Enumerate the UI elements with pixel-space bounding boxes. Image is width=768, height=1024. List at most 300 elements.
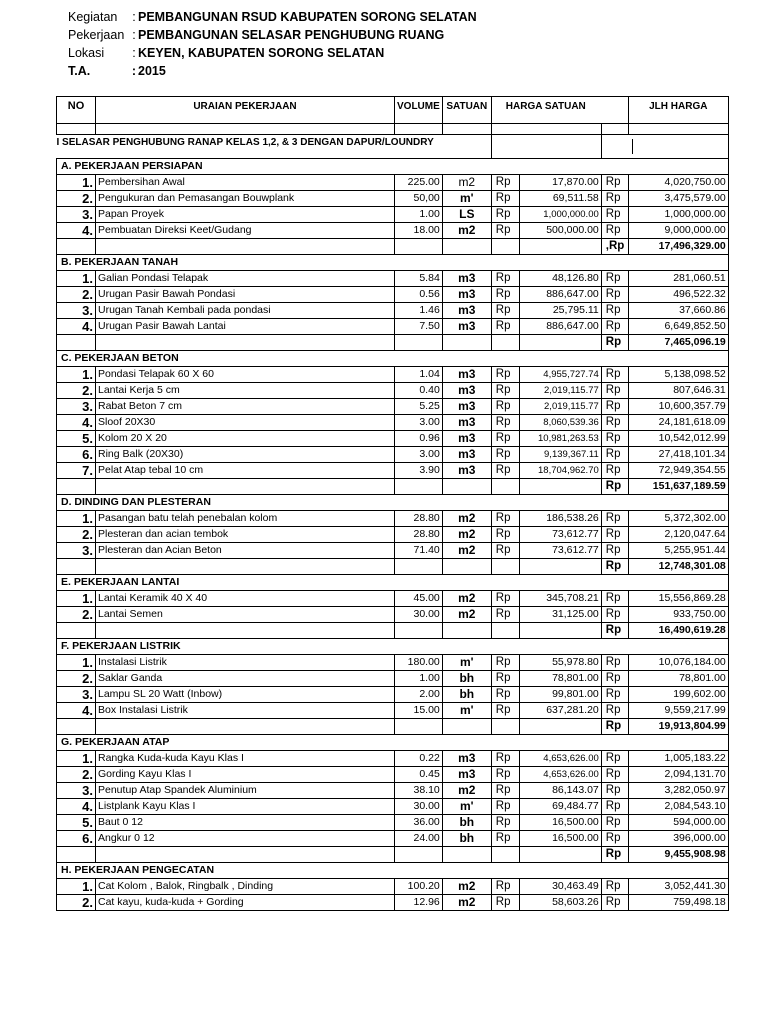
currency-label: Rp <box>491 223 519 239</box>
header-kegiatan <box>68 10 477 24</box>
item-unit: m3 <box>442 383 491 399</box>
table-row <box>57 687 729 703</box>
currency-label: Rp <box>491 367 519 383</box>
item-description: Saklar Ganda <box>96 671 395 687</box>
item-total-price: 3,475,579.00 <box>628 191 728 207</box>
item-volume: 7.50 <box>395 319 443 335</box>
item-total-price: 27,418,101.34 <box>628 447 728 463</box>
subtotal-currency: Rp <box>601 335 628 351</box>
item-description: Pengukuran dan Pemasangan Bouwplank <box>96 191 395 207</box>
item-number: 3. <box>57 303 96 319</box>
currency-label: Rp <box>601 319 628 335</box>
table-row <box>57 703 729 719</box>
item-total-price: 933,750.00 <box>628 607 728 623</box>
item-unit-price: 99,801.00 <box>519 687 601 703</box>
item-total-price: 594,000.00 <box>628 815 728 831</box>
item-unit-price: 31,125.00 <box>519 607 601 623</box>
currency-label: Rp <box>601 447 628 463</box>
item-number: 1. <box>57 655 96 671</box>
item-volume: 0.22 <box>395 751 443 767</box>
item-number: 1. <box>57 367 96 383</box>
colon: : <box>132 46 136 60</box>
item-volume: 0.40 <box>395 383 443 399</box>
currency-label: Rp <box>601 303 628 319</box>
item-unit: m2 <box>442 223 491 239</box>
currency-label: Rp <box>601 879 628 895</box>
header-pekerjaan <box>68 28 444 42</box>
colon: : <box>131 64 137 78</box>
item-unit: m3 <box>442 287 491 303</box>
table-row <box>57 655 729 671</box>
item-unit-price: 25,795.11 <box>519 303 601 319</box>
subtotal-currency: Rp <box>601 847 628 863</box>
item-description: Lampu SL 20 Watt (Inbow) <box>96 687 395 703</box>
item-number: 2. <box>57 895 96 911</box>
item-total-price: 5,255,951.44 <box>628 543 728 559</box>
currency-label: Rp <box>601 287 628 303</box>
subtotal-value: 12,748,301.08 <box>628 559 728 575</box>
currency-label: Rp <box>601 607 628 623</box>
item-unit-price: 886,647.00 <box>519 287 601 303</box>
item-total-price: 10,076,184.00 <box>628 655 728 671</box>
section-title-row <box>57 639 729 655</box>
item-description: Papan Proyek <box>96 207 395 223</box>
item-description: Gording Kayu Klas I <box>96 767 395 783</box>
item-description: Cat kayu, kuda-kuda + Gording <box>96 895 395 911</box>
item-unit-price: 9,139,367.11 <box>519 447 601 463</box>
item-unit-price: 58,603.26 <box>519 895 601 911</box>
currency-label: Rp <box>491 815 519 831</box>
currency-label: Rp <box>601 271 628 287</box>
item-total-price: 3,052,441.30 <box>628 879 728 895</box>
section-title: F. PEKERJAAN LISTRIK <box>57 639 729 655</box>
table-row <box>57 319 729 335</box>
item-unit-price: 86,143.07 <box>519 783 601 799</box>
section-title: D. DINDING DAN PLESTERAN <box>57 495 729 511</box>
item-number: 4. <box>57 223 96 239</box>
table-row <box>57 447 729 463</box>
currency-label: Rp <box>491 191 519 207</box>
item-total-price: 10,600,357.79 <box>628 399 728 415</box>
lokasi-label: Lokasi <box>68 46 105 60</box>
currency-label: Rp <box>491 703 519 719</box>
item-total-price: 281,060.51 <box>628 271 728 287</box>
item-volume: 0.45 <box>395 767 443 783</box>
item-number: 1. <box>57 271 96 287</box>
item-volume: 100.20 <box>395 879 443 895</box>
currency-label: Rp <box>491 543 519 559</box>
item-number: 3. <box>57 207 96 223</box>
item-unit-price: 4,653,626.00 <box>519 751 601 767</box>
colon: : <box>132 10 136 24</box>
table-row <box>57 399 729 415</box>
col-volume: VOLUME <box>395 97 443 124</box>
section-title-row <box>57 159 729 175</box>
table-row <box>57 287 729 303</box>
item-total-price: 759,498.18 <box>628 895 728 911</box>
item-number: 5. <box>57 431 96 447</box>
section-title-row <box>57 735 729 751</box>
item-unit: m3 <box>442 415 491 431</box>
header-lokasi <box>68 46 384 60</box>
item-unit-price: 69,511.58 <box>519 191 601 207</box>
item-description: Lantai Semen <box>96 607 395 623</box>
item-description: Lantai Keramik 40 X 40 <box>96 591 395 607</box>
item-volume: 1.00 <box>395 207 443 223</box>
item-volume: 30.00 <box>395 799 443 815</box>
colon: : <box>132 28 136 42</box>
currency-label: Rp <box>601 783 628 799</box>
item-volume: 0.96 <box>395 431 443 447</box>
table-row <box>57 783 729 799</box>
table-row <box>57 511 729 527</box>
currency-label: Rp <box>601 527 628 543</box>
blank-row <box>57 124 729 135</box>
item-volume: 225.00 <box>395 175 443 191</box>
section-title-row <box>57 255 729 271</box>
currency-label: Rp <box>601 799 628 815</box>
currency-label: Rp <box>601 415 628 431</box>
item-total-price: 2,094,131.70 <box>628 767 728 783</box>
item-unit: m2 <box>442 175 491 191</box>
item-unit-price: 18,704,962.70 <box>519 463 601 479</box>
table-row <box>57 223 729 239</box>
currency-label: Rp <box>491 527 519 543</box>
currency-label: Rp <box>491 687 519 703</box>
currency-label: Rp <box>601 687 628 703</box>
item-number: 2. <box>57 527 96 543</box>
currency-label: Rp <box>601 815 628 831</box>
table-row <box>57 271 729 287</box>
item-unit-price: 345,708.21 <box>519 591 601 607</box>
col-no: NO <box>57 97 96 124</box>
item-number: 2. <box>57 383 96 399</box>
subtotal-value: 19,913,804.99 <box>628 719 728 735</box>
item-unit-price: 73,612.77 <box>519 527 601 543</box>
item-unit: bh <box>442 831 491 847</box>
item-volume: 1.04 <box>395 367 443 383</box>
item-number: 6. <box>57 831 96 847</box>
item-description: Pondasi Telapak 60 X 60 <box>96 367 395 383</box>
table-row <box>57 671 729 687</box>
item-total-price: 199,602.00 <box>628 687 728 703</box>
item-number: 5. <box>57 815 96 831</box>
currency-label: Rp <box>491 415 519 431</box>
item-unit: m2 <box>442 511 491 527</box>
item-total-price: 496,522.32 <box>628 287 728 303</box>
item-total-price: 5,372,302.00 <box>628 511 728 527</box>
item-volume: 38.10 <box>395 783 443 799</box>
table-row <box>57 815 729 831</box>
item-unit: m3 <box>442 431 491 447</box>
col-uraian: URAIAN PEKERJAAN <box>96 97 395 124</box>
item-description: Pembuatan Direksi Keet/Gudang <box>96 223 395 239</box>
item-description: Ring Balk (20X30) <box>96 447 395 463</box>
column-header-row <box>57 97 729 124</box>
currency-label: Rp <box>491 303 519 319</box>
item-unit: m3 <box>442 463 491 479</box>
item-description: Pelat Atap tebal 10 cm <box>96 463 395 479</box>
item-number: 1. <box>57 591 96 607</box>
item-unit: m3 <box>442 767 491 783</box>
item-total-price: 78,801.00 <box>628 671 728 687</box>
table-row <box>57 415 729 431</box>
item-unit: m' <box>442 703 491 719</box>
col-harga: HARGA SATUAN <box>491 97 628 124</box>
table-row <box>57 367 729 383</box>
table-row <box>57 191 729 207</box>
currency-label: Rp <box>491 655 519 671</box>
table-row <box>57 207 729 223</box>
item-unit-price: 16,500.00 <box>519 815 601 831</box>
item-unit: m3 <box>442 319 491 335</box>
currency-label: Rp <box>601 191 628 207</box>
item-total-price: 2,084,543.10 <box>628 799 728 815</box>
currency-label: Rp <box>491 799 519 815</box>
item-description: Listplank Kayu Klas I <box>96 799 395 815</box>
item-number: 2. <box>57 607 96 623</box>
item-unit: m3 <box>442 751 491 767</box>
col-satuan: SATUAN <box>442 97 491 124</box>
item-unit-price: 4,955,727.74 <box>519 367 601 383</box>
item-volume: 50,00 <box>395 191 443 207</box>
item-unit: m2 <box>442 543 491 559</box>
item-description: Rangka Kuda-kuda Kayu Klas I <box>96 751 395 767</box>
item-number: 4. <box>57 703 96 719</box>
section-title-row <box>57 863 729 879</box>
section-subtotal-row <box>57 239 729 255</box>
item-description: Box Instalasi Listrik <box>96 703 395 719</box>
section-title: A. PEKERJAAN PERSIAPAN <box>57 159 729 175</box>
item-number: 4. <box>57 319 96 335</box>
table-row <box>57 895 729 911</box>
currency-label: Rp <box>491 287 519 303</box>
subtotal-value: 17,496,329.00 <box>628 239 728 255</box>
currency-label: Rp <box>491 447 519 463</box>
item-total-price: 2,120,047.64 <box>628 527 728 543</box>
item-unit: m2 <box>442 591 491 607</box>
item-unit-price: 55,978.80 <box>519 655 601 671</box>
item-description: Pasangan batu telah penebalan kolom <box>96 511 395 527</box>
ta-label: T.A. <box>68 64 91 78</box>
item-number: 3. <box>57 687 96 703</box>
table-row <box>57 799 729 815</box>
item-unit-price: 1,000,000.00 <box>519 207 601 223</box>
item-number: 7. <box>57 463 96 479</box>
currency-label: Rp <box>491 671 519 687</box>
item-number: 2. <box>57 671 96 687</box>
item-total-price: 1,000,000.00 <box>628 207 728 223</box>
item-unit-price: 10,981,263.53 <box>519 431 601 447</box>
item-unit: m2 <box>442 879 491 895</box>
currency-label: Rp <box>491 463 519 479</box>
currency-label: Rp <box>601 767 628 783</box>
item-unit-price: 73,612.77 <box>519 543 601 559</box>
table-row <box>57 879 729 895</box>
item-unit-price: 8,060,539.36 <box>519 415 601 431</box>
item-total-price: 24,181,618.09 <box>628 415 728 431</box>
item-number: 3. <box>57 543 96 559</box>
col-jlh: JLH HARGA <box>628 97 728 124</box>
subtotal-value: 151,637,189.59 <box>628 479 728 495</box>
item-total-price: 37,660.86 <box>628 303 728 319</box>
currency-label: Rp <box>601 591 628 607</box>
currency-label: Rp <box>601 431 628 447</box>
section-subtotal-row <box>57 479 729 495</box>
currency-label: Rp <box>491 399 519 415</box>
item-description: Urugan Tanah Kembali pada pondasi <box>96 303 395 319</box>
item-unit: m3 <box>442 303 491 319</box>
item-description: Plesteran dan Acian Beton <box>96 543 395 559</box>
item-unit-price: 2,019,115.77 <box>519 383 601 399</box>
subtotal-currency: Rp <box>601 623 628 639</box>
currency-label: Rp <box>491 783 519 799</box>
section-title: G. PEKERJAAN ATAP <box>57 735 729 751</box>
item-description: Urugan Pasir Bawah Lantai <box>96 319 395 335</box>
currency-label: Rp <box>491 895 519 911</box>
item-unit-price: 48,126.80 <box>519 271 601 287</box>
item-unit: m2 <box>442 527 491 543</box>
item-description: Galian Pondasi Telapak <box>96 271 395 287</box>
item-total-price: 15,556,869.28 <box>628 591 728 607</box>
currency-label: Rp <box>601 751 628 767</box>
item-number: 1. <box>57 175 96 191</box>
item-volume: 18.00 <box>395 223 443 239</box>
currency-label: Rp <box>601 175 628 191</box>
item-description: Cat Kolom , Balok, Ringbalk , Dinding <box>96 879 395 895</box>
table-row <box>57 591 729 607</box>
item-number: 1. <box>57 879 96 895</box>
currency-label: Rp <box>491 831 519 847</box>
currency-label: Rp <box>491 591 519 607</box>
item-total-price: 6,649,852.50 <box>628 319 728 335</box>
item-unit: m2 <box>442 607 491 623</box>
item-unit: bh <box>442 687 491 703</box>
subtotal-currency: Rp <box>601 559 628 575</box>
section-subtotal-row <box>57 719 729 735</box>
item-description: Instalasi Listrik <box>96 655 395 671</box>
section-title-row <box>57 575 729 591</box>
subtotal-currency: Rp <box>601 479 628 495</box>
project-title-row <box>57 135 729 159</box>
section-title: C. PEKERJAAN BETON <box>57 351 729 367</box>
item-unit-price: 16,500.00 <box>519 831 601 847</box>
currency-label: Rp <box>491 879 519 895</box>
kegiatan-value: PEMBANGUNAN RSUD KABUPATEN SORONG SELATAN <box>138 10 477 24</box>
currency-label: Rp <box>601 703 628 719</box>
table-row <box>57 383 729 399</box>
item-number: 4. <box>57 415 96 431</box>
item-unit: m3 <box>442 447 491 463</box>
item-unit: bh <box>442 815 491 831</box>
currency-label: Rp <box>601 655 628 671</box>
section-subtotal-row <box>57 559 729 575</box>
item-unit-price: 69,484.77 <box>519 799 601 815</box>
item-description: Plesteran dan acian tembok <box>96 527 395 543</box>
item-total-price: 10,542,012.99 <box>628 431 728 447</box>
item-number: 1. <box>57 751 96 767</box>
item-description: Sloof 20X30 <box>96 415 395 431</box>
item-volume: 15.00 <box>395 703 443 719</box>
section-title: E. PEKERJAAN LANTAI <box>57 575 729 591</box>
currency-label: Rp <box>601 511 628 527</box>
item-unit: m3 <box>442 271 491 287</box>
section-title: B. PEKERJAAN TANAH <box>57 255 729 271</box>
table-row <box>57 767 729 783</box>
item-unit: m' <box>442 191 491 207</box>
item-unit-price: 886,647.00 <box>519 319 601 335</box>
lokasi-value: KEYEN, KABUPATEN SORONG SELATAN <box>138 46 385 60</box>
item-number: 3. <box>57 783 96 799</box>
item-volume: 24.00 <box>395 831 443 847</box>
item-description: Baut 0 12 <box>96 815 395 831</box>
item-number: 2. <box>57 287 96 303</box>
item-total-price: 5,138,098.52 <box>628 367 728 383</box>
item-unit-price: 4,653,626.00 <box>519 767 601 783</box>
table-row <box>57 463 729 479</box>
item-number: 3. <box>57 399 96 415</box>
item-unit-price: 186,538.26 <box>519 511 601 527</box>
item-volume: 1.00 <box>395 671 443 687</box>
item-total-price: 9,559,217.99 <box>628 703 728 719</box>
currency-label: Rp <box>491 607 519 623</box>
item-unit: LS <box>442 207 491 223</box>
item-total-price: 396,000.00 <box>628 831 728 847</box>
item-unit: m' <box>442 799 491 815</box>
item-number: 1. <box>57 511 96 527</box>
section-title-row <box>57 495 729 511</box>
ta-value: 2015 <box>138 64 166 78</box>
item-unit-price: 2,019,115.77 <box>519 399 601 415</box>
item-number: 4. <box>57 799 96 815</box>
item-volume: 12.96 <box>395 895 443 911</box>
item-unit: m2 <box>442 783 491 799</box>
table-row <box>57 607 729 623</box>
currency-label: Rp <box>601 831 628 847</box>
currency-label: Rp <box>491 383 519 399</box>
currency-label: Rp <box>601 671 628 687</box>
item-volume: 30.00 <box>395 607 443 623</box>
subtotal-value: 9,455,908.98 <box>628 847 728 863</box>
currency-label: Rp <box>601 895 628 911</box>
item-volume: 0.56 <box>395 287 443 303</box>
project-title: I SELASAR PENGHUBUNG RANAP KELAS 1,2, & 3 DENGAN DAPUR/LOUNDRY <box>57 135 492 159</box>
item-unit-price: 78,801.00 <box>519 671 601 687</box>
table-row <box>57 175 729 191</box>
rab-table <box>56 96 729 911</box>
currency-label: Rp <box>601 463 628 479</box>
currency-label: Rp <box>601 383 628 399</box>
pekerjaan-value: PEMBANGUNAN SELASAR PENGHUBUNG RUANG <box>138 28 445 42</box>
item-number: 6. <box>57 447 96 463</box>
item-description: Kolom 20 X 20 <box>96 431 395 447</box>
item-unit: m3 <box>442 367 491 383</box>
subtotal-value: 7,465,096.19 <box>628 335 728 351</box>
currency-label: Rp <box>491 431 519 447</box>
item-number: 2. <box>57 767 96 783</box>
item-description: Pembersihan Awal <box>96 175 395 191</box>
currency-label: Rp <box>491 751 519 767</box>
subtotal-currency: Rp <box>601 719 628 735</box>
currency-label: Rp <box>601 223 628 239</box>
item-volume: 71.40 <box>395 543 443 559</box>
item-volume: 5.25 <box>395 399 443 415</box>
currency-label: Rp <box>601 399 628 415</box>
section-title: H. PEKERJAAN PENGECATAN <box>57 863 729 879</box>
item-volume: 28.80 <box>395 511 443 527</box>
item-volume: 36.00 <box>395 815 443 831</box>
item-volume: 3.00 <box>395 415 443 431</box>
